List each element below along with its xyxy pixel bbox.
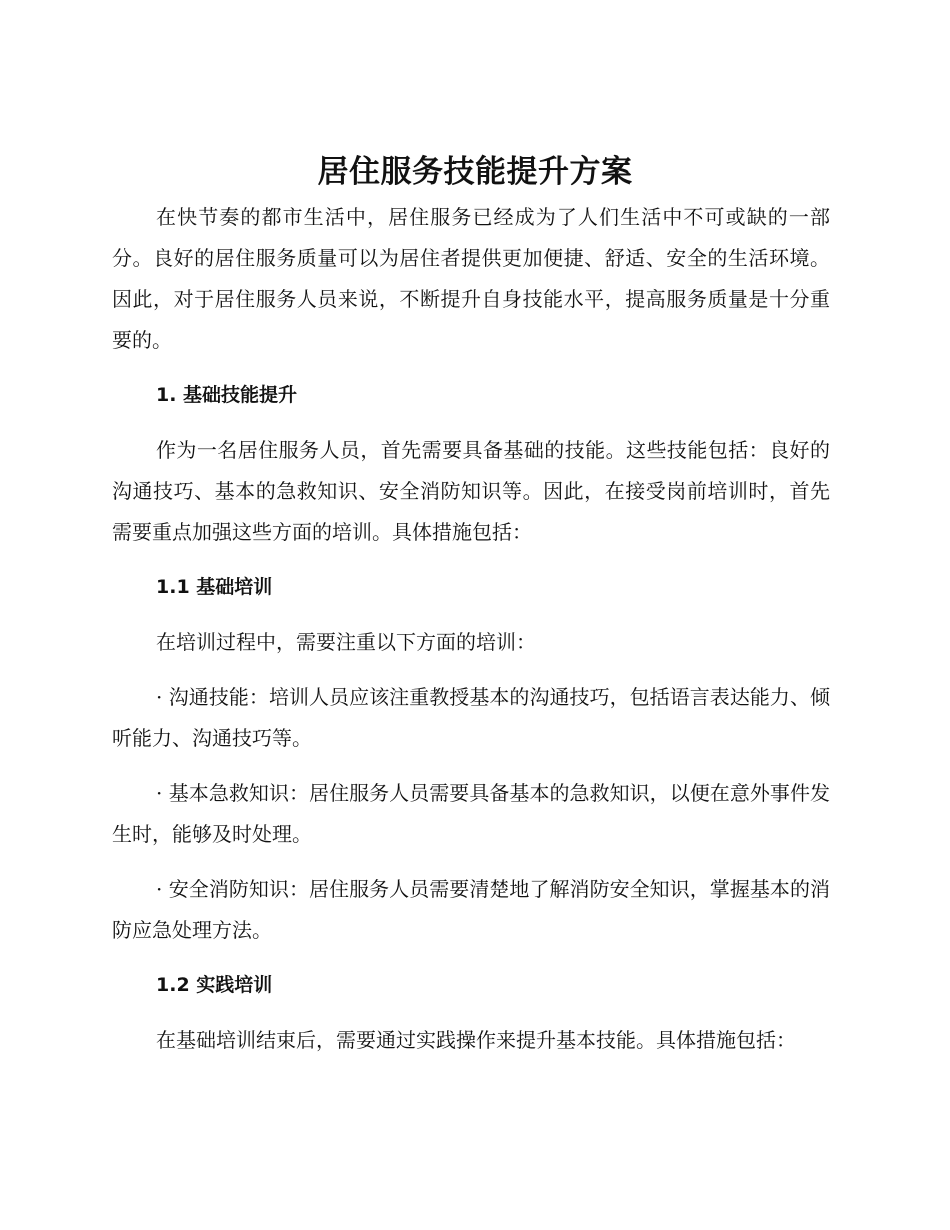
spacer: [112, 759, 830, 773]
spacer: [112, 416, 830, 430]
document-body: [112, 197, 830, 1061]
section-1-1-paragraph: 在培训过程中，需要注重以下方面的培训：: [156, 630, 536, 654]
spacer: [112, 855, 830, 869]
spacer: [112, 608, 830, 622]
intro-paragraph: 在快节奏的都市生活中，居住服务已经成为了人们生活中不可或缺的一部分。良好的居住服务质量可以为居住者提供更加便捷、舒适、安全的生活环境。因此，对于居住服务人员来说，不断提升自身技能水平，提高服务质量是十分重要的。: [112, 205, 830, 352]
section-1-2-paragraph: 在基础培训结束后，需要通过实践操作来提升基本技能。具体措施包括：: [156, 1028, 796, 1052]
bullet-fire-safety: · 安全消防知识：居住服务人员需要清楚地了解消防安全知识，掌握基本的消防应急处理方法。: [112, 877, 830, 942]
section-1-paragraph: 作为一名居住服务人员，首先需要具备基础的技能。这些技能包括：良好的沟通技巧、基本的急救知识、安全消防知识等。因此，在接受岗前培训时，首先需要重点加强这些方面的培训。具体措施包括：: [112, 438, 830, 544]
section-1-heading: 1. 基础技能提升: [156, 384, 298, 406]
spacer: [112, 663, 830, 677]
bullet-communication: · 沟通技能：培训人员应该注重教授基本的沟通技巧，包括语言表达能力、倾听能力、沟通技巧等。: [112, 685, 830, 750]
spacer: [112, 553, 830, 567]
spacer: [112, 1006, 830, 1020]
section-1-2-heading: 1.2 实践培训: [156, 974, 273, 996]
section-1-1-heading: 1.1 基础培训: [156, 576, 273, 598]
document-title: 居住服务技能提升方案: [317, 154, 633, 190]
bullet-first-aid: · 基本急救知识：居住服务人员需要具备基本的急救知识，以便在意外事件发生时，能够及时处理。: [112, 781, 830, 846]
spacer: [112, 361, 830, 375]
spacer: [112, 951, 830, 965]
